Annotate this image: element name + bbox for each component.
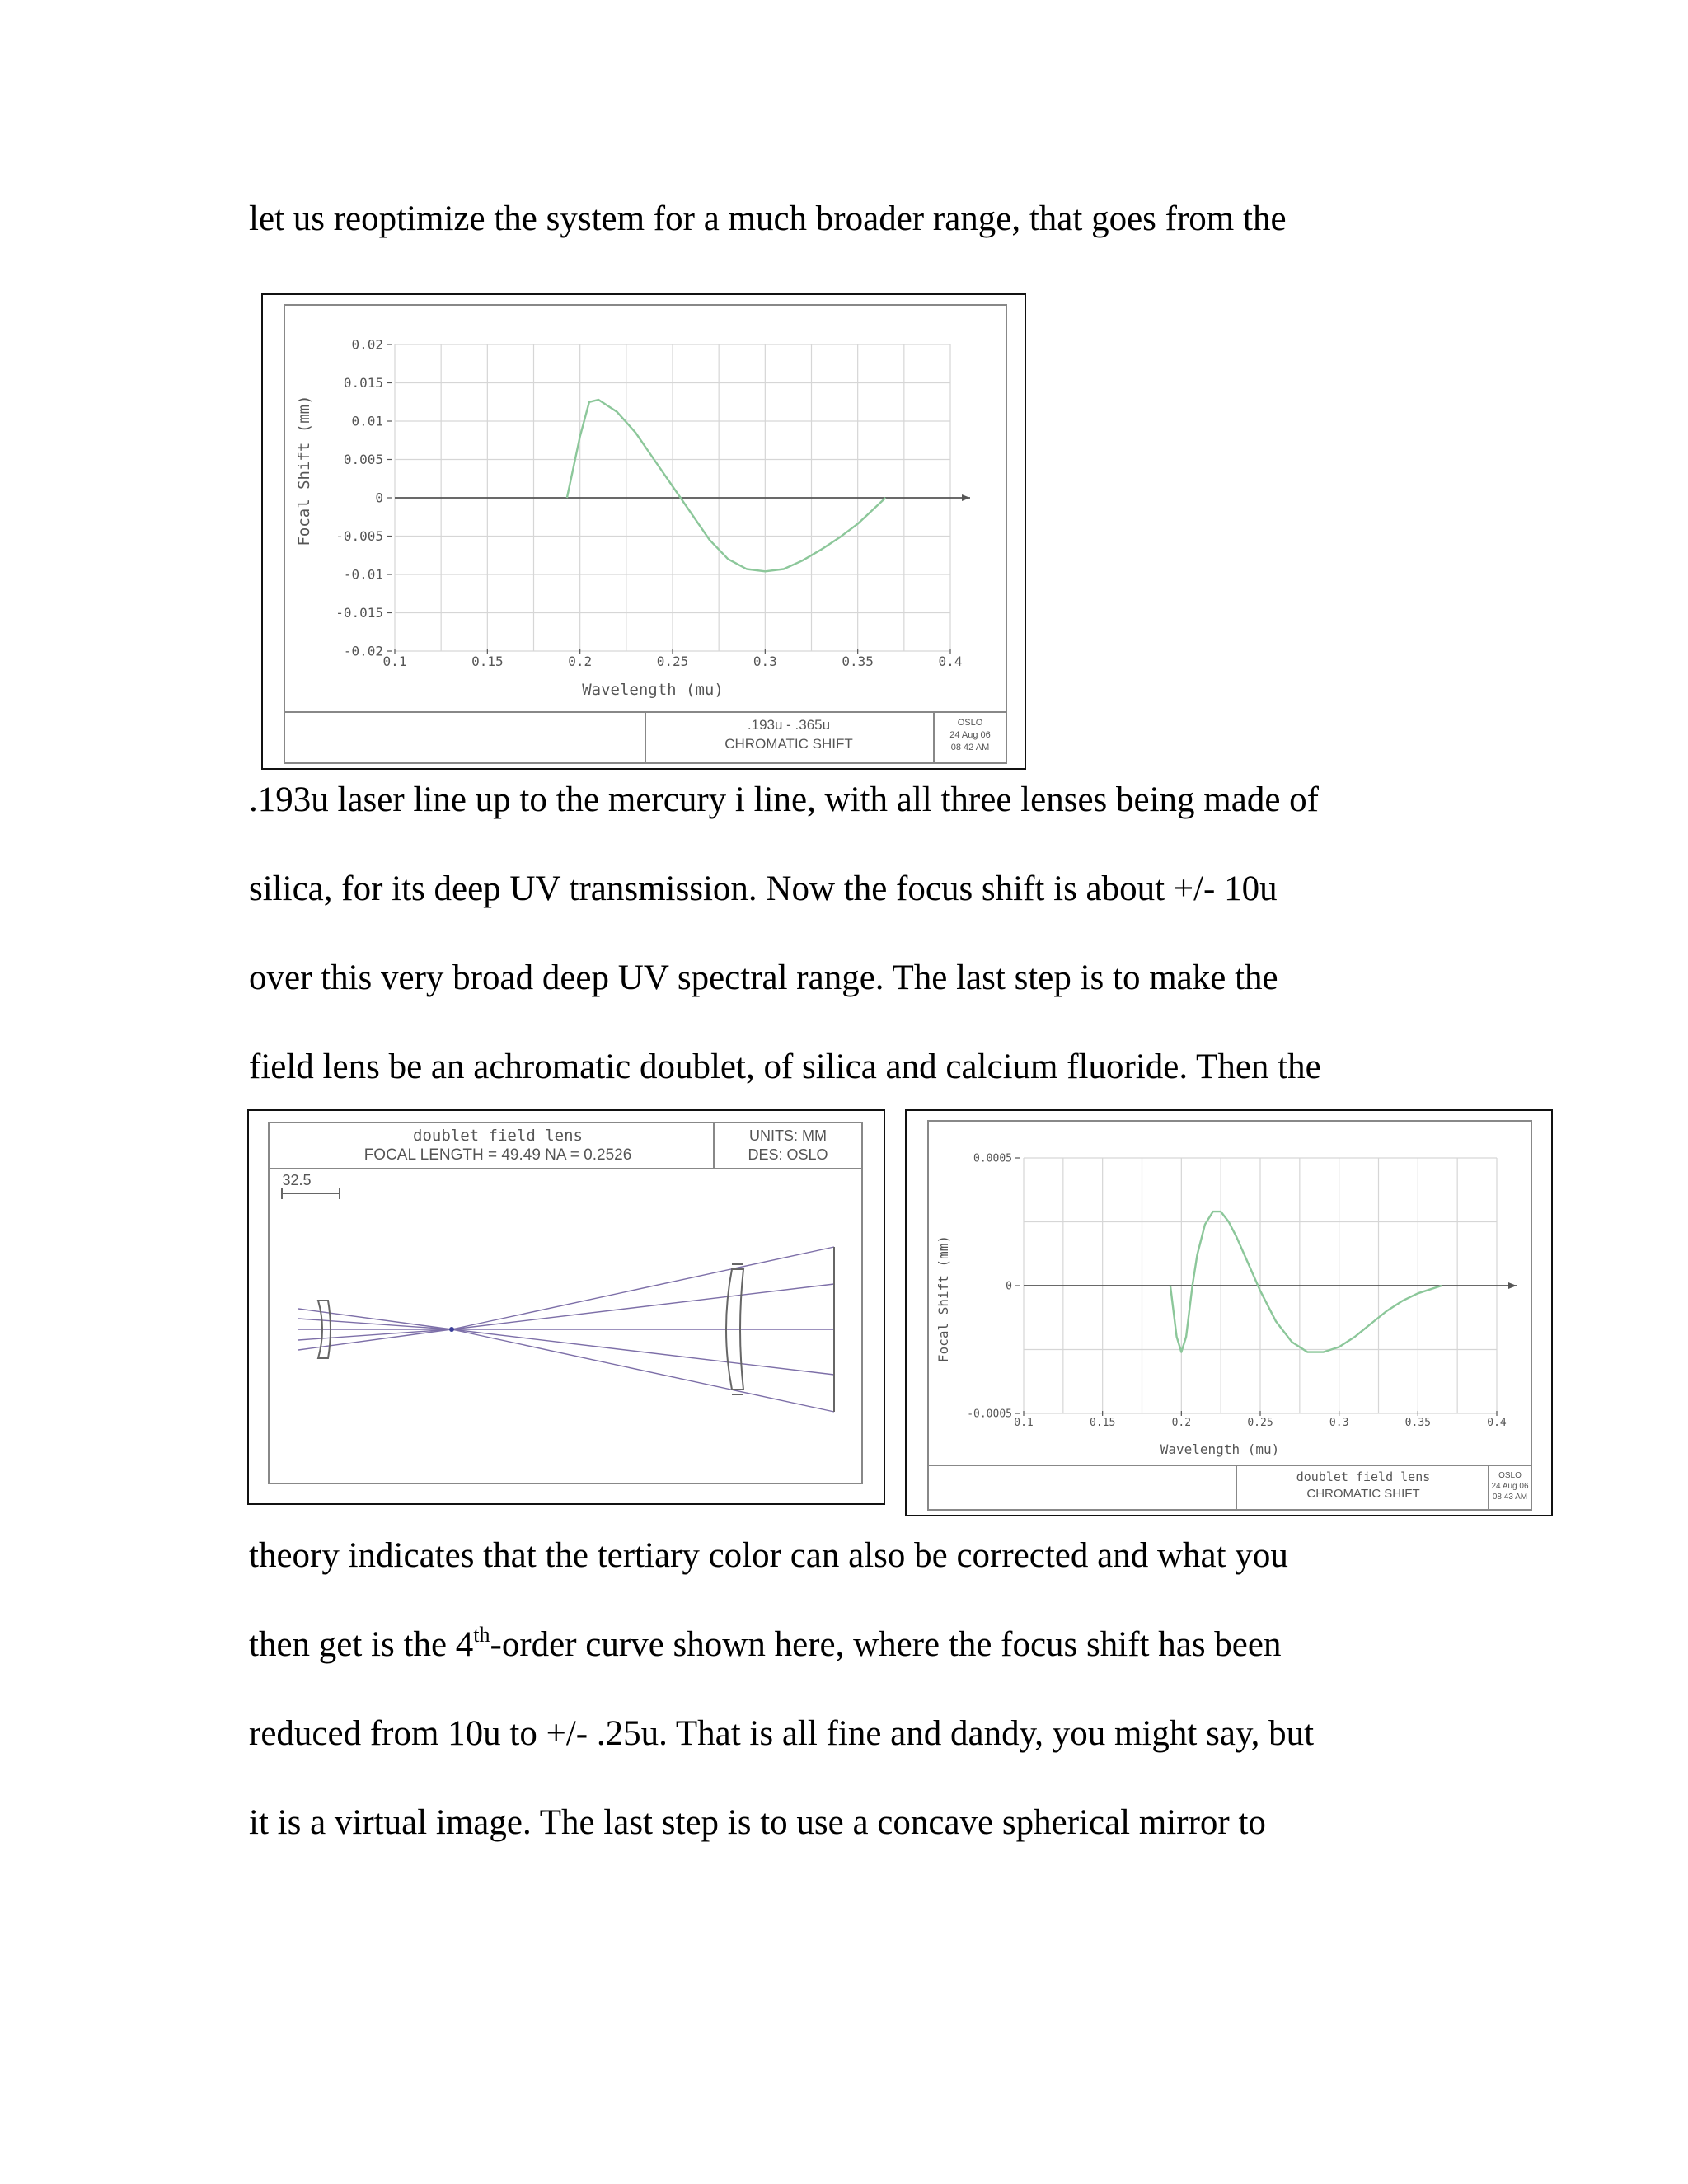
- paragraph-line: it is a virtual image. The last step is to use a concave spherical mirror to: [249, 1803, 1266, 1842]
- footer-range: doublet field lens: [1296, 1469, 1431, 1484]
- x-tick-label: 0.15: [1090, 1417, 1116, 1429]
- paragraph-line: [249, 1624, 1281, 1666]
- designer-label: DES: OSLO: [748, 1146, 828, 1163]
- footer-date: 24 Aug 06: [950, 730, 991, 740]
- axis-arrow: [1508, 1282, 1517, 1289]
- series-line: [567, 400, 886, 571]
- drawing-title: doublet field lens: [413, 1127, 583, 1145]
- footer-title: CHROMATIC SHIFT: [724, 736, 853, 752]
- x-tick-label: 0.2: [1171, 1417, 1192, 1429]
- x-tick-label: 0.25: [656, 654, 689, 669]
- x-axis-label: Wavelength (mu): [582, 681, 724, 699]
- superscript: th: [473, 1623, 490, 1647]
- footer-time: 08 43 AM: [1492, 1493, 1528, 1502]
- series: [567, 400, 886, 571]
- light-rays: [298, 1247, 834, 1412]
- chart-doublet-chromatic-shift: [905, 1109, 1553, 1516]
- y-tick-label: 0.02: [351, 336, 383, 353]
- scale-label: 32.5: [282, 1172, 312, 1188]
- x-tick-label: 0.35: [1404, 1417, 1431, 1429]
- y-tick-label: 0.005: [343, 452, 383, 468]
- footer-title: CHROMATIC SHIFT: [1306, 1487, 1420, 1501]
- y-tick-label: 0.015: [343, 375, 383, 391]
- x-tick-label: 0.3: [753, 654, 777, 669]
- x-tick-label: 0.25: [1247, 1417, 1273, 1429]
- paragraph-line: field lens be an achromatic doublet, of silica and calcium fluoride. Then the: [249, 1047, 1321, 1086]
- paragraph-line: over this very broad deep UV spectral range. The last step is to make the: [249, 958, 1278, 997]
- y-tick-label: 0: [375, 490, 383, 506]
- paragraph-line: reduced from 10u to +/- .25u. That is all fine and dandy, you might say, but: [249, 1714, 1315, 1753]
- line-text: then get is the 4: [249, 1625, 474, 1664]
- x-tick-label: 0.3: [1329, 1417, 1349, 1429]
- y-tick-label: 0.0005: [973, 1152, 1012, 1165]
- x-tick-label: 0.35: [842, 654, 874, 669]
- paragraph-line: silica, for its deep UV transmission. Now the focus shift is about +/- 10u: [249, 869, 1278, 908]
- focal-length-na: FOCAL LENGTH = 49.49 NA = 0.2526: [363, 1146, 632, 1164]
- grid: [395, 344, 970, 651]
- grid: [1024, 1158, 1517, 1413]
- y-tick-label: -0.0005: [967, 1408, 1012, 1421]
- y-tick-label: -0.02: [343, 643, 383, 659]
- y-axis-label: Focal Shift (mm): [935, 1235, 951, 1363]
- paragraph-line: theory indicates that the tertiary color can also be corrected and what you: [249, 1536, 1288, 1575]
- focus-point: [449, 1327, 454, 1332]
- footer-time: 08 42 AM: [950, 743, 990, 752]
- y-tick-label: 0: [1006, 1280, 1012, 1293]
- y-tick-label: 0.01: [351, 413, 383, 429]
- x-tick-label: 0.4: [1487, 1417, 1507, 1429]
- drawing-frame: [269, 1122, 862, 1483]
- x-tick-label: 0.1: [1014, 1417, 1034, 1429]
- paragraph-line: .193u laser line up to the mercury i line, with all three lenses being made of: [249, 780, 1319, 819]
- x-axis-label: Wavelength (mu): [1160, 1441, 1280, 1457]
- scale-bar: [282, 1188, 340, 1199]
- footer-program: OSLO: [1498, 1471, 1522, 1480]
- line-text: -order curve shown here, where the focus shift has been: [490, 1625, 1282, 1664]
- chart-chromatic-shift: [261, 293, 1026, 770]
- footer-range: .193u - .365u: [747, 717, 831, 733]
- x-tick-label: 0.4: [938, 654, 963, 669]
- footer-date: 24 Aug 06: [1491, 1482, 1529, 1491]
- y-axis-label: Focal Shift (mm): [295, 395, 313, 546]
- y-tick-label: -0.01: [343, 566, 383, 583]
- series: [1170, 1212, 1442, 1352]
- units-label: UNITS: MM: [749, 1127, 827, 1144]
- y-tick-label: -0.005: [335, 528, 383, 545]
- footer-program: OSLO: [957, 718, 983, 728]
- lens-layout-drawing: [247, 1109, 885, 1505]
- x-tick-label: 0.1: [382, 654, 407, 669]
- series-line: [1170, 1212, 1442, 1352]
- x-tick-label: 0.2: [568, 654, 593, 669]
- axis-arrow: [962, 494, 970, 501]
- paragraph-line: let us reoptimize the system for a much broader range, that goes from the: [249, 199, 1287, 238]
- y-tick-label: -0.015: [335, 605, 383, 621]
- x-tick-label: 0.15: [471, 654, 504, 669]
- tick-labels: [335, 337, 962, 669]
